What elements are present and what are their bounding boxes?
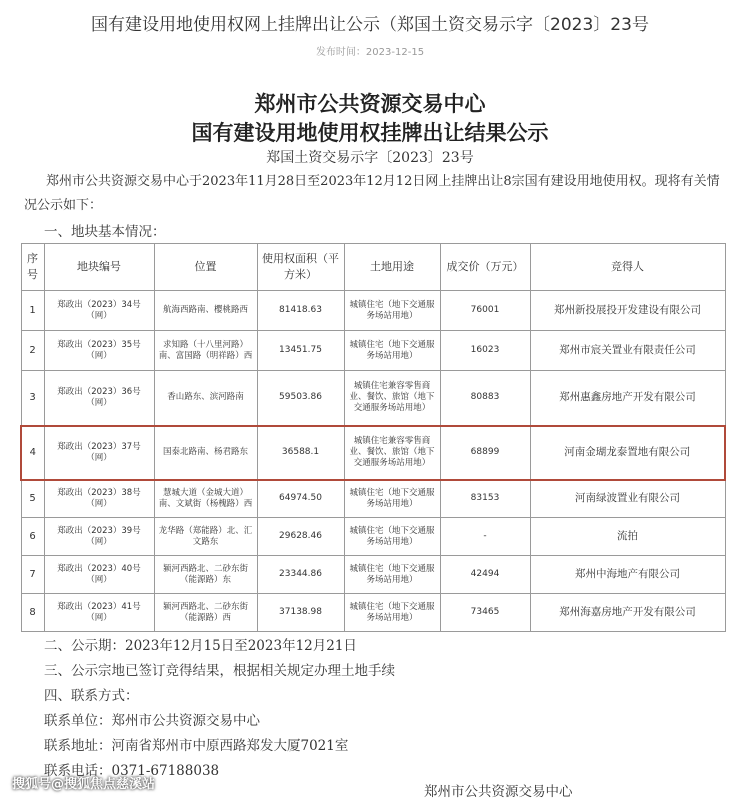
cell-price: 68899 bbox=[440, 426, 530, 480]
header-winner: 竞得人 bbox=[530, 244, 725, 291]
footer-org: 郑州市公共资源交易中心 bbox=[424, 784, 573, 800]
header-area: 使用权面积（平方米） bbox=[257, 244, 344, 291]
cell-price: 83153 bbox=[440, 480, 530, 518]
cell-plot-code: 郑政出（2023）39号（网） bbox=[44, 518, 154, 556]
cell-location: 香山路东、滨河路南 bbox=[154, 371, 257, 426]
cell-location: 国泰北路南、杨君路东 bbox=[154, 426, 257, 480]
page-title: 国有建设用地使用权网上挂牌出让公示（郑国土资交易示字〔2023〕23号 bbox=[91, 15, 649, 35]
cell-plot-code: 郑政出（2023）36号（网） bbox=[44, 371, 154, 426]
cell-usage: 城镇住宅（地下交通服务场站用地） bbox=[344, 518, 440, 556]
cell-area: 13451.75 bbox=[257, 331, 344, 371]
cell-usage: 城镇住宅（地下交通服务场站用地） bbox=[344, 556, 440, 594]
section-contact: 四、联系方式： bbox=[44, 688, 139, 704]
section-publicity-period: 二、公示期：2023年12月15日至2023年12月21日 bbox=[44, 638, 357, 654]
cell-area: 37138.98 bbox=[257, 594, 344, 632]
cell-index: 2 bbox=[21, 331, 44, 371]
cell-usage: 城镇住宅（地下交通服务场站用地） bbox=[344, 331, 440, 371]
section-result-note: 三、公示宗地已签订竞得结果，根据相关规定办理土地手续 bbox=[44, 663, 395, 679]
contact-phone: 联系电话：0371-67188038 bbox=[44, 763, 220, 779]
cell-location: 龙华路（郑能路）北、汇文路东 bbox=[154, 518, 257, 556]
cell-index: 6 bbox=[21, 518, 44, 556]
cell-price: - bbox=[440, 518, 530, 556]
cell-plot-code: 郑政出（2023）38号（网） bbox=[44, 480, 154, 518]
table-row bbox=[21, 556, 725, 594]
header-usage: 土地用途 bbox=[344, 244, 440, 291]
cell-plot-code: 郑政出（2023）34号（网） bbox=[44, 291, 154, 331]
cell-winner: 郑州新投展投开发建设有限公司 bbox=[530, 291, 725, 331]
table-row bbox=[21, 331, 725, 371]
cell-location: 颍河西路北、二砂东街（能源路）东 bbox=[154, 556, 257, 594]
cell-location: 航海西路南、樱桃路西 bbox=[154, 291, 257, 331]
document-number: 郑国土资交易示字〔2023〕23号 bbox=[266, 150, 474, 166]
cell-plot-code: 郑政出（2023）40号（网） bbox=[44, 556, 154, 594]
table-row bbox=[21, 594, 725, 632]
cell-area: 36588.1 bbox=[257, 426, 344, 480]
cell-area: 81418.63 bbox=[257, 291, 344, 331]
table-row bbox=[21, 291, 725, 331]
cell-plot-code: 郑政出（2023）41号（网） bbox=[44, 594, 154, 632]
cell-winner: 河南金瑚龙泰置地有限公司 bbox=[530, 426, 725, 480]
table-row bbox=[21, 518, 725, 556]
cell-winner: 郑州市宸关置业有限责任公司 bbox=[530, 331, 725, 371]
cell-usage: 城镇住宅（地下交通服务场站用地） bbox=[344, 480, 440, 518]
contact-address: 联系地址：河南省郑州市中原西路郑发大厦7021室 bbox=[44, 738, 349, 754]
cell-index: 8 bbox=[21, 594, 44, 632]
watermark: 搜狐号@搜狐焦点慈溪站 bbox=[12, 777, 156, 792]
table-header-row bbox=[21, 244, 725, 291]
cell-usage: 城镇住宅兼容零售商业、餐饮、旅馆（地下交通服务场站用地） bbox=[344, 371, 440, 426]
cell-usage: 城镇住宅（地下交通服务场站用地） bbox=[344, 291, 440, 331]
cell-winner: 郑州中海地产有限公司 bbox=[530, 556, 725, 594]
cell-usage: 城镇住宅（地下交通服务场站用地） bbox=[344, 594, 440, 632]
header-location: 位置 bbox=[154, 244, 257, 291]
cell-area: 59503.86 bbox=[257, 371, 344, 426]
table-row bbox=[21, 371, 725, 426]
cell-winner: 河南绿波置业有限公司 bbox=[530, 480, 725, 518]
cell-index: 1 bbox=[21, 291, 44, 331]
cell-location: 慧城大道（金城大道）南、文斌街（杨槐路）西 bbox=[154, 480, 257, 518]
cell-plot-code: 郑政出（2023）35号（网） bbox=[44, 331, 154, 371]
cell-index: 4 bbox=[21, 426, 44, 480]
cell-area: 64974.50 bbox=[257, 480, 344, 518]
cell-price: 76001 bbox=[440, 291, 530, 331]
header-index: 序号 bbox=[21, 244, 44, 291]
table-row-highlighted bbox=[21, 426, 725, 480]
header-price: 成交价（万元） bbox=[440, 244, 530, 291]
cell-price: 42494 bbox=[440, 556, 530, 594]
cell-winner: 郑州惠鑫房地产开发有限公司 bbox=[530, 371, 725, 426]
org-title: 郑州市公共资源交易中心 bbox=[254, 92, 486, 116]
plot-table bbox=[20, 243, 726, 632]
cell-index: 5 bbox=[21, 480, 44, 518]
cell-price: 80883 bbox=[440, 371, 530, 426]
table-row bbox=[21, 480, 725, 518]
cell-area: 23344.86 bbox=[257, 556, 344, 594]
cell-location: 颍河西路北、二砂东街（能源路）西 bbox=[154, 594, 257, 632]
cell-winner: 郑州海嘉房地产开发有限公司 bbox=[530, 594, 725, 632]
cell-area: 29628.46 bbox=[257, 518, 344, 556]
notice-title: 国有建设用地使用权挂牌出让结果公示 bbox=[191, 121, 549, 145]
cell-price: 73465 bbox=[440, 594, 530, 632]
cell-price: 16023 bbox=[440, 331, 530, 371]
cell-plot-code: 郑政出（2023）37号（网） bbox=[44, 426, 154, 480]
cell-location: 求知路（十八里河路）南、富国路（明祥路）西 bbox=[154, 331, 257, 371]
contact-unit: 联系单位：郑州市公共资源交易中心 bbox=[44, 713, 260, 729]
publish-date: 发布时间：2023-12-15 bbox=[315, 47, 425, 58]
cell-winner: 流拍 bbox=[530, 518, 725, 556]
intro-paragraph: 郑州市公共资源交易中心于2023年11月28日至2023年12月12日网上挂牌出让8宗国有建设用地使用权。现将有关情况公示如下： bbox=[24, 174, 720, 213]
section-plot-info: 一、地块基本情况： bbox=[44, 224, 166, 240]
cell-usage: 城镇住宅兼容零售商业、餐饮、旅馆（地下交通服务场站用地） bbox=[344, 426, 440, 480]
header-plot-code: 地块编号 bbox=[44, 244, 154, 291]
cell-index: 3 bbox=[21, 371, 44, 426]
cell-index: 7 bbox=[21, 556, 44, 594]
